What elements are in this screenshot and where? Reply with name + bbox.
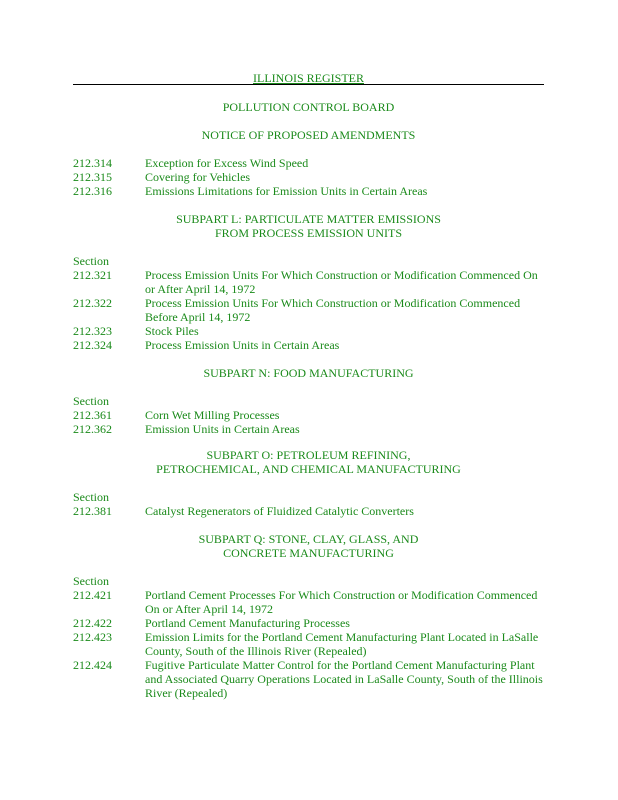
- section-label: Section: [73, 490, 109, 504]
- subpart-l-heading-line1: SUBPART L: PARTICULATE MATTER EMISSIONS: [176, 212, 441, 226]
- section-number: 212.322: [73, 296, 112, 310]
- section-number: 212.315: [73, 170, 112, 184]
- section-number: 212.324: [73, 338, 112, 352]
- section-number: 212.381: [73, 504, 112, 518]
- section-title: Process Emission Units in Certain Areas: [145, 338, 340, 352]
- section-title: Emission Units in Certain Areas: [145, 422, 300, 436]
- section-label: Section: [73, 574, 109, 588]
- section-title: Emission Limits for the Portland Cement Manufacturing Plant Located in LaSalle County, South of the Illinois River (Repealed): [145, 630, 539, 658]
- section-title: Emissions Limitations for Emission Units in Certain Areas: [145, 184, 428, 198]
- section-number: 212.323: [73, 324, 112, 338]
- section-number: 212.361: [73, 408, 112, 422]
- section-title: Fugitive Particulate Matter Control for the Portland Cement Manufacturing Plant and Associated Quarry Operations Located in LaSalle County, South of the Illinois River (Repealed): [145, 658, 543, 700]
- register-title: ILLINOIS REGISTER: [253, 71, 364, 85]
- board-name: POLLUTION CONTROL BOARD: [222, 100, 395, 114]
- section-title: Stock Piles: [145, 324, 199, 338]
- section-number: 212.423: [73, 630, 112, 644]
- section-number: 212.314: [73, 156, 112, 170]
- notice-title: NOTICE OF PROPOSED AMENDMENTS: [201, 128, 416, 142]
- register-header: [73, 71, 544, 87]
- section-title: Corn Wet Milling Processes: [145, 408, 280, 422]
- section-label: Section: [73, 394, 109, 408]
- subpart-q-heading-line2: CONCRETE MANUFACTURING: [223, 546, 394, 560]
- section-label: Section: [73, 254, 109, 268]
- section-title: Covering for Vehicles: [145, 170, 251, 184]
- section-title: Portland Cement Manufacturing Processes: [145, 616, 350, 630]
- subpart-n-heading: SUBPART N: FOOD MANUFACTURING: [203, 366, 414, 380]
- section-number: 212.316: [73, 184, 112, 198]
- section-title: Exception for Excess Wind Speed: [145, 156, 309, 170]
- header-rule: [73, 84, 544, 85]
- section-number: 212.362: [73, 422, 112, 436]
- section-number: 212.421: [73, 588, 112, 602]
- subpart-q-heading-line1: SUBPART Q: STONE, CLAY, GLASS, AND: [198, 532, 419, 546]
- section-title: Process Emission Units For Which Construction or Modification Commenced Before April 14, 1972: [145, 296, 521, 324]
- section-number: 212.422: [73, 616, 112, 630]
- subpart-o-heading-line2: PETROCHEMICAL, AND CHEMICAL MANUFACTURING: [156, 462, 461, 476]
- section-title: Portland Cement Processes For Which Construction or Modification Commenced On or After April 14, 1972: [145, 588, 538, 616]
- section-title: Process Emission Units For Which Construction or Modification Commenced On or After April 14, 1972: [145, 268, 538, 296]
- section-number: 212.424: [73, 658, 112, 672]
- section-title: Catalyst Regenerators of Fluidized Catalytic Converters: [145, 504, 414, 518]
- section-number: 212.321: [73, 268, 112, 282]
- subpart-o-heading-line1: SUBPART O: PETROLEUM REFINING,: [206, 448, 411, 462]
- subpart-l-heading-line2: FROM PROCESS EMISSION UNITS: [214, 226, 403, 240]
